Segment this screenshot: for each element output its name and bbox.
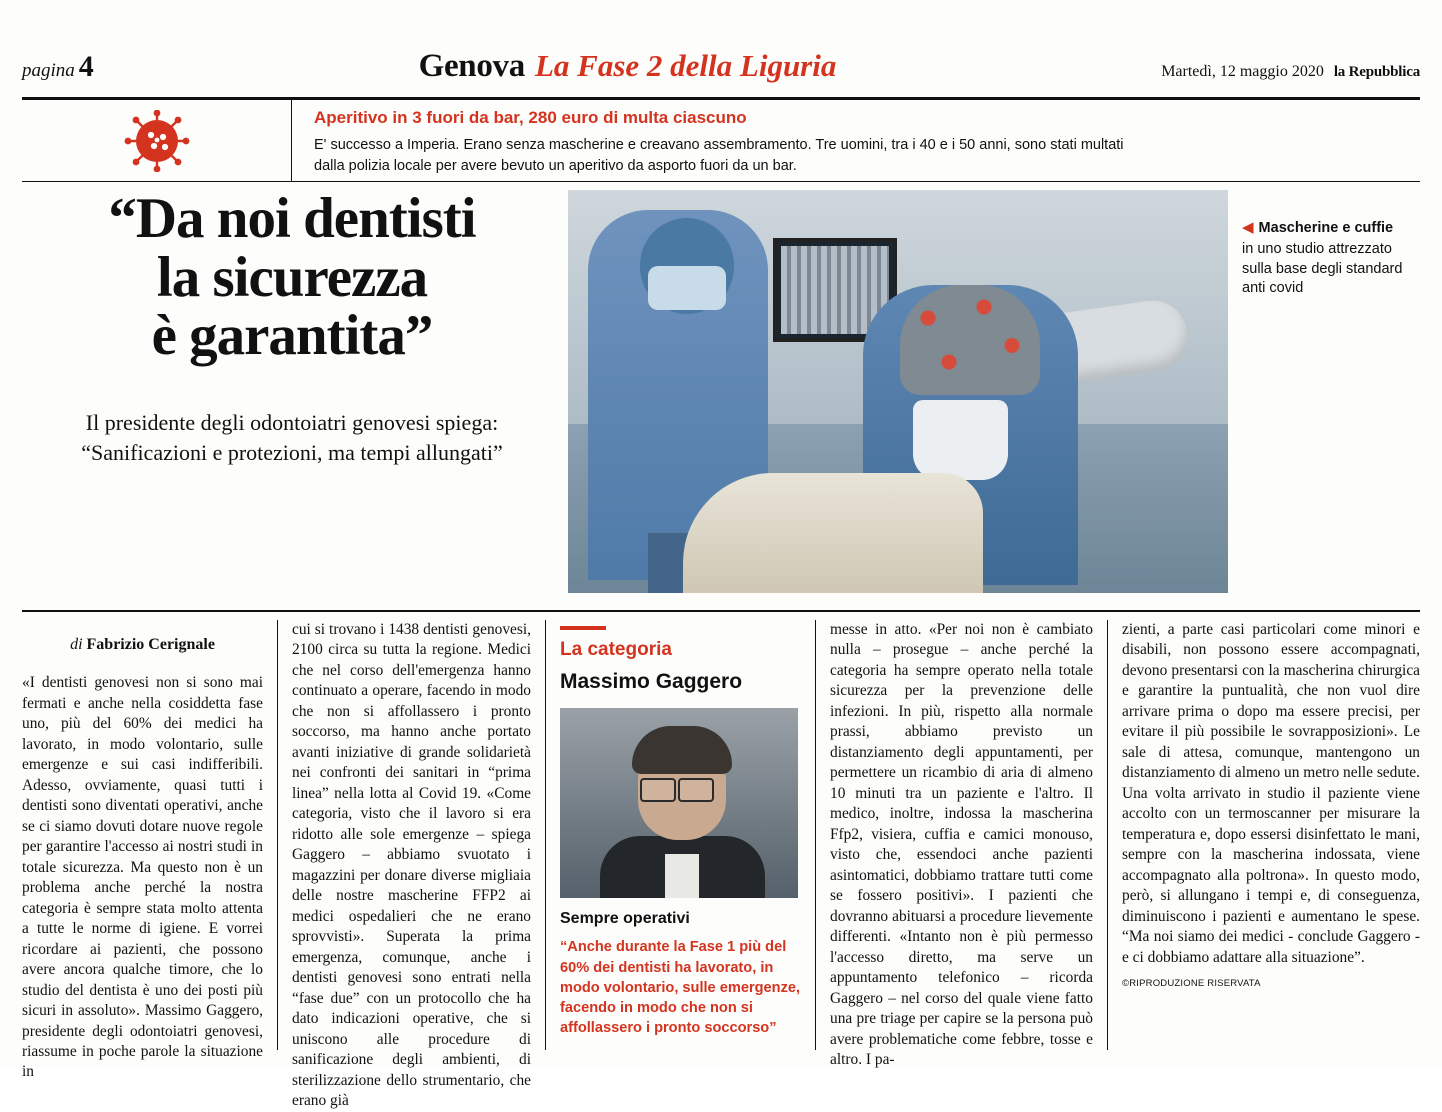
category-rule: [560, 626, 606, 630]
portrait-glasses-left: [640, 778, 676, 802]
category-subtitle: Sempre operativi: [560, 910, 690, 928]
article-text-1: «I dentisti genovesi non si sono mai fermati e anche nella cosiddetta fase uno, più del 60% dei medici ha lavorato, in modo volontario, sulle emergenze e sui casi indifferibili. Adesso, ovviamente, quasi tutti i dentisti sono diventati operativi, anche se ci siamo dovuti dotare nuove regole per garantire l'accesso ai nostri studi in totale sicurezza. Ma questo non è un problema anche perché la nostra categoria è sempre stata molto attenta a tutte le norme di igiene. E vorrei ricordare ai pazienti, che possono avere ancora qualche timore, che lo studio del dentista è uno dei posti più sicuri in assoluto». Massimo Gaggero, presidente degli odontoiatri genovesi, riassume in poche parole la situazione in: [22, 674, 263, 1081]
body-top-rule: [22, 610, 1420, 612]
headline-line-1: “Da noi dentisti: [108, 187, 476, 250]
byline-author: Fabrizio Cerignale: [86, 636, 215, 653]
category-label: La categoria: [560, 639, 672, 660]
photo-dentist-mask: [648, 266, 726, 310]
photo-patient: [683, 473, 983, 593]
copyright-notice: ©RIPRODUZIONE RISERVATA: [1122, 978, 1261, 990]
masthead-meta: [1161, 63, 1420, 81]
portrait-shirt: [665, 854, 699, 898]
subheadline: [22, 408, 562, 467]
caption-title: Mascherine e cuffie: [1258, 220, 1394, 236]
page-number: [22, 50, 94, 84]
masthead-title: [94, 48, 1161, 85]
main-photo: [568, 190, 1228, 593]
byline: [22, 634, 263, 655]
article-text-2: cui si trovano i 1438 dentisti genovesi, 2100 circa su tutta la regione. Medici che nel corso dell'emergenza hanno continuato a operare, facendo in modo che non si affollassero i pronto soccorso, ma hanno anche portato avanti iniziative di grande solidarietà nei confronti dei sanitari in “prima linea” nella lotta al Covid 19. «Come categoria, visto che il lavoro si era ridotto alle sole emergenze – spiega Gaggero – abbiamo svuotato i magazzini per donare diverse migliaia delle nostre mascherine FFP2 ai medici ospedalieri che ne erano sprovvisti». Superata la prima emergenza, comunque, anche i dentisti genovesi sono entrati nella “fase due” con un protocollo che ha dato indicazioni operative, che si uniscono alle procedure di sanificazione degli ambienti, di sterilizzazione dello strumentario, che erano già: [292, 621, 531, 1110]
category-person-name: Massimo Gaggero: [560, 670, 743, 694]
masthead: [22, 48, 1420, 94]
section-subtitle: La Fase 2 della Liguria: [534, 48, 837, 83]
brief-text: [292, 100, 1162, 181]
page-number-value: 4: [78, 50, 94, 83]
photo-assistant-cap: [900, 285, 1040, 395]
coronavirus-icon-cell: [22, 100, 292, 181]
headline-line-3: è garantita”: [151, 304, 433, 368]
brief-body: E' successo a Imperia. Erano senza mascherine e creavano assembramento. Tre uomini, tra i 40 e i 50 anni, sono stati multati dalla polizia locale per avere bevuto un aperitivo da asporto fuori da un bar.: [314, 137, 1124, 174]
article-column-4: [816, 620, 1108, 1069]
caption-body: in uno studio attrezzato sulla base degli standard anti covid: [1242, 241, 1403, 296]
article-column-1: [22, 620, 278, 1081]
brief-box: [22, 100, 1420, 182]
category-box: [546, 620, 816, 1050]
photo-caption: [1242, 218, 1422, 298]
article-text-5: zienti, a parte casi particolari come minori e disabili, non possono essere accompagnati, devono presentarsi con la mascherina chirurgica e garantire la puntualità, che non vuol dire arrivare prima o dopo ma essere precisi, per evitare il più possibile le sovrapposizioni». Le sale di attesa, comunque, mantengono un distanziamento di almeno un metro nelle sedute. Una volta arrivato in studio il paziente viene accolto con un termoscanner per misurare la temperatura e, dopo essersi disinfettato le mani, sempre con la mascherina indossata, viene accompagnato alla poltrona». In questo modo, però, si allungano i tempi e, di conseguenza, diminuiscono i pazienti e aumentano le spese. “Ma noi siamo dei medici - conclude Gaggero - e ci dobbiamo adattare alla situazione”.: [1122, 621, 1420, 966]
section-title: Genova: [418, 48, 525, 84]
headline-block: [22, 187, 562, 467]
brief-title: Aperitivo in 3 fuori da bar, 280 euro di multa ciascuno: [314, 108, 747, 127]
subheadline-line-1: Il presidente degli odontoiatri genovesi spiega:: [85, 410, 499, 436]
photo-sink: [913, 400, 1008, 480]
article-text-4: messe in atto. «Per noi non è cambiato nulla – prosegue – anche perché la categoria ha sempre operato nella totale sicurezza per la prevenzione delle infezioni. In più, rispetto alla normale prassi, abbiamo previsto un distanziamento degli appuntamenti, per permettere un ricambio di aria di almeno 10 minuti tra un paziente e l'altro. Il medico, inoltre, indossa la mascherina Ffp2, visiera, cuffia e camici monouso, visto che, essendoci anche pazienti asintomatici, dobbiamo trattare tutti come se fossero positivi». I pazienti che dovranno abituarsi a procedure lievemente differenti. «Intanto non è più permesso l'accesso diretto, ma serve un appuntamento telefonico – ricorda Gaggero – nel corso del quale viene fatto una pre triage per capire se la persona può avere problematiche come febbre, tosse e altro. I pa-: [830, 621, 1093, 1069]
article-column-5: [1108, 620, 1420, 1050]
coronavirus-icon: [107, 110, 207, 172]
subheadline-line-2: “Sanificazioni e protezioni, ma tempi allungati”: [81, 439, 503, 465]
issue-date: Martedì, 12 maggio 2020: [1161, 63, 1324, 80]
publication-logo: la Repubblica: [1333, 64, 1420, 80]
portrait-photo: [560, 708, 798, 898]
portrait-glasses-right: [678, 778, 714, 802]
headline-line-2: la sicurezza: [156, 245, 428, 309]
article-columns: [22, 620, 1420, 1110]
caption-arrow-icon: ◀: [1242, 219, 1254, 236]
category-quote: “Anche durante la Fase 1 più del 60% dei dentisti ha lavorato, in modo volontario, sulle emergenze, facendo in modo che non si affollassero i pronto soccorso”: [560, 939, 801, 1036]
byline-prefix: di: [70, 636, 83, 653]
portrait-hair: [632, 726, 732, 774]
article-column-2: [278, 620, 546, 1110]
page-number-label: pagina: [22, 60, 75, 81]
